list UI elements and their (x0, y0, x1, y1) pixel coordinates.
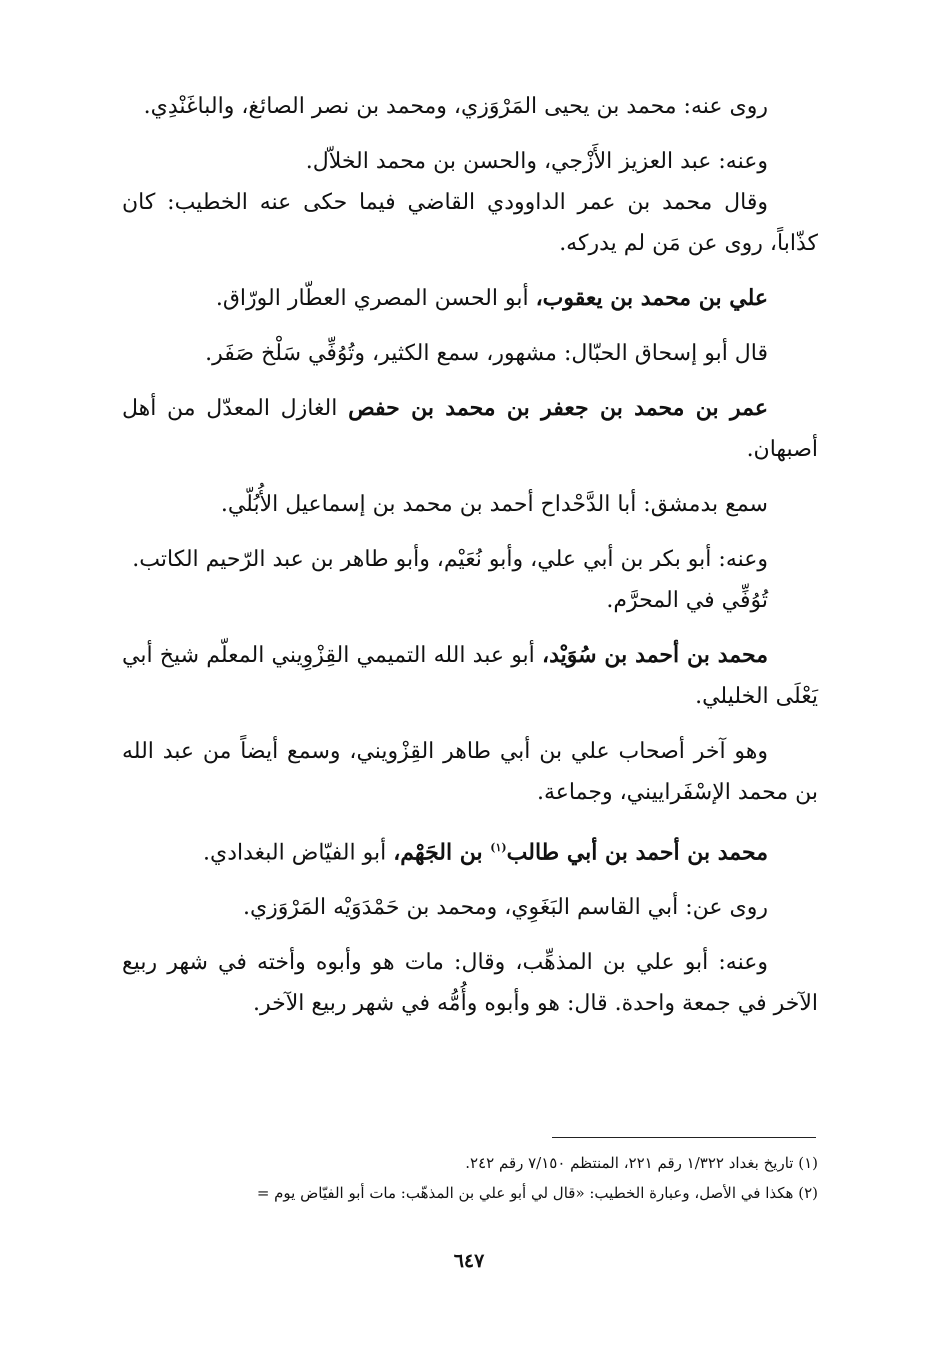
paragraph (122, 388, 818, 470)
main-text (122, 86, 818, 1024)
paragraph (122, 580, 818, 621)
paragraph (122, 333, 818, 374)
text-run: أبو الفيّاض البغدادي. (202, 840, 394, 866)
text-run: وعنه: أبو بكر بن أبي علي، وأبو نُعَيْم، وأبو طاهر بن عبد الرّحيم الكاتب. (132, 547, 768, 572)
paragraph (122, 182, 818, 264)
entry-name: بن الجَهْم، (393, 839, 491, 866)
page-number: ٦٤٧ (453, 1250, 485, 1272)
paragraph (122, 484, 818, 525)
text-run: وعنه: عبد العزيز الأَزْجي، والحسن بن محمد الخلاّل. (305, 149, 768, 174)
paragraph (122, 731, 818, 813)
paragraph (122, 86, 818, 127)
entry-name: محمد بن أحمد بن سُوَيْد، (542, 642, 769, 668)
text-run: تُوُفِّي في المحرَّم. (606, 588, 768, 613)
paragraph (122, 539, 818, 580)
paragraph (122, 635, 818, 717)
footnotes (118, 1148, 818, 1208)
paragraph (122, 827, 818, 873)
paragraph (122, 278, 818, 319)
footnote-2: (٢) هكذا في الأصل، وعبارة الخطيب: «قال لي أبو علي بن المذهّب: مات أبو الفيّاض يوم = (256, 1184, 818, 1202)
text-run: وقال محمد بن عمر الداوودي القاضي فيما حكى عنه الخطيب: كان كذّاباً، روى عن مَن لم يدركه. (122, 190, 818, 256)
entry-name: علي بن محمد بن يعقوب، (535, 285, 768, 311)
text-run: روى عنه: محمد بن يحيى المَرْوَزي، ومحمد بن نصر الصائغ، والباغَنْدِي. (143, 94, 768, 119)
footnote-marker: (١) (490, 841, 507, 854)
entry-name: محمد بن أحمد بن أبي طالب (506, 839, 768, 866)
text-run: أبو الحسن المصري العطّار الورّاق. (215, 286, 536, 311)
paragraph (122, 141, 818, 182)
text-run: وهو آخر أصحاب علي بن أبي طاهر القِزْويني، وسمع أيضاً من عبد الله بن محمد الإسْفَراييني، وجماعة. (122, 739, 818, 805)
footnote-1: (١) تاريخ بغداد ١/٣٢٢ رقم ٢٢١، المنتظم ٧/١٥٠ رقم ٢٤٢. (465, 1154, 818, 1172)
text-run: أبو عبد الله التميمي القِزْوِيني المعلّم شيخ أبي يَعْلَى الخليلي. (122, 643, 818, 709)
text-run: سمع بدمشق: أبا الدَّحْداح أحمد بن محمد بن إسماعيل الأُبُلّي. (220, 492, 768, 517)
footnote-separator (552, 1137, 816, 1138)
text-run: وعنه: أبو علي بن المذهِّب، وقال: مات هو وأبوه وأخته في شهر ربيع الآخر في جمعة واحدة. قال: هو وأبوه وأُمُّه في شهر ربيع الآخر. (122, 950, 818, 1017)
paragraph (122, 942, 818, 1024)
text-run: الغازل المعدّل من أهل أصبهان. (122, 396, 818, 462)
text-run: قال أبو إسحاق الحبّال: مشهور، سمع الكثير، وتُوُفِّي سَلْخ صَفَر. (205, 341, 768, 366)
entry-name: عمر بن محمد بن جعفر بن محمد بن حفص (348, 395, 768, 421)
paragraph (122, 887, 818, 928)
text-run: روى عن: أبي القاسم البَغَوِي، ومحمد بن حَمْدَوَيْه المَرْوَزي. (242, 895, 768, 921)
